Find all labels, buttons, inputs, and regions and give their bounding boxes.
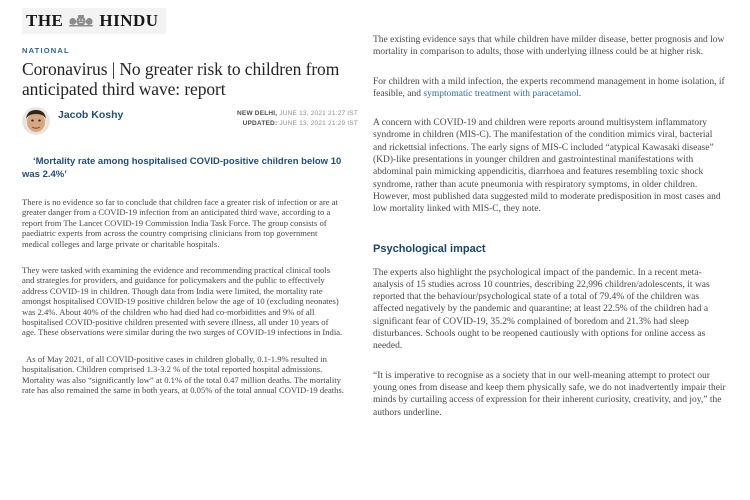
paragraph-left-1: There is no evidence so far to conclude that children face a greater risk of infection or are at greater danger from a COVID-19 infection from an anticipated third wave, according to a report from The Lancet COVID-19 Commission India Task Force. The group consists of paediatric experts from across the country comprising clinicians from top government medical colleges and large private or charitable hospitals.	[22, 196, 338, 249]
paragraph-right-2-text: For children with a mild infection, the experts recommend management in home isolation, if feasible, and	[373, 76, 725, 99]
hindu-crest-icon	[66, 14, 96, 28]
author-avatar[interactable]	[22, 107, 50, 135]
paragraph-right-5: “It is imperative to recognise as a society that in our well-meaning attempt to protect our young ones from disease and keep them physically safe, we do not inadvertently impair their minds by curtailing access of expression for their inherent curiosity, creativity, and joy,” the authors underline.	[373, 370, 726, 418]
dateline-date: JUNE 13, 2021 21:27 IST	[277, 109, 358, 117]
paragraph-right-2-end: .	[578, 88, 582, 99]
paragraph-right-2	[373, 76, 727, 101]
paragraph-right-1: The existing evidence says that while children have milder disease, better prognosis and low mortality in comparison to adults, those with underlying illness could be at higher risk.	[373, 35, 725, 58]
dateline-primary	[237, 109, 358, 119]
section-label-national[interactable]: NATIONAL	[22, 46, 70, 55]
dateline-updated	[237, 119, 358, 129]
masthead-the-text: THE	[26, 11, 64, 30]
article-standfirst: ‘Mortality rate among hospitalised COVID-positive children below 10 was 2.4%’	[22, 155, 342, 180]
dateline-updated-label: UPDATED:	[242, 119, 278, 127]
dateline-location: NEW DELHI,	[237, 109, 278, 117]
right-column	[373, 0, 727, 419]
left-column	[22, 0, 358, 395]
masthead-hindu-text: HINDU	[99, 11, 159, 30]
paragraph-right-4: The experts also highlight the psychological impact of the pandemic. In a recent meta-analysis of 15 studies across 10 countries, describing 22,996 children/adolescents, it was reported that the behaviour/psychological state of a total of 79.4% of the children was affected negatively by the pandemic and quarantine; at least 22.5% of the children had a significant fear of COVID-19, 35.2% complained of boredom and 21.3% had sleep disturbances. Schools ought to be reopened cautiously with options for online access as needed.	[373, 267, 710, 352]
paragraph-left-3: As of May 2021, of all COVID-positive cases in children globally, 0.1-1.9% resulted in hospitalisation. Children comprised 1.3-3.2 % of the total reported hospital admissions. Mortality was also “significantly low” at 0.1% of the total 0.47 million deaths. The mortality rate has also remained the same in both years, at 0.05% of the total annual COVID-19 deaths.	[22, 353, 344, 396]
article-headline: Coronavirus | No greater risk to children from anticipated third wave: report	[22, 59, 340, 100]
section-heading-psychological-impact: Psychological impact	[373, 242, 486, 255]
dateline	[237, 109, 358, 129]
paracetamol-treatment-link[interactable]: symptomatic treatment with paracetamol	[423, 88, 579, 99]
masthead-logo[interactable]	[22, 8, 166, 34]
dateline-updated-date: JUNE 13, 2021 21:29 IST	[277, 119, 358, 127]
author-name[interactable]: Jacob Koshy	[58, 108, 124, 121]
paragraph-right-3: A concern with COVID-19 and children were reports around multisystem inflammatory syndrome in children (MIS-C). The manifestation of the condition mimics viral, bacterial and rickettsial infections. The early signs of MIS-C included “atypical Kawasaki disease” (KD)-like presentations in younger children and gastrointestinal manifestations with abdominal pain mimicking appendicitis, diarrhoea and features resembling toxic shock syndrome, rather than acute pneumonia with respiratory symptoms, in older children. However, most published data suggested mild to moderate predisposition in most cases and low mortality linked with MIS-C, they note.	[373, 118, 721, 215]
paragraph-left-2: They were tasked with examining the evidence and recommending practical clinical tools and strategies for providers, and guidance for policymakers and the public to effectively address COVID-19 in children. Though data from India were limited, the mortality rate amongst hospitalised COVID-19 positive children below the age of 10 (excluding neonates) was 2.4%. About 40% of the children who had died had co-morbidities and 9% of all hospitalised COVID-positive children presented with severe illness, all under 10 years of age. These observations were similar during the two surges of COVID-19 infections in India.	[22, 264, 343, 338]
byline-row	[22, 107, 358, 135]
